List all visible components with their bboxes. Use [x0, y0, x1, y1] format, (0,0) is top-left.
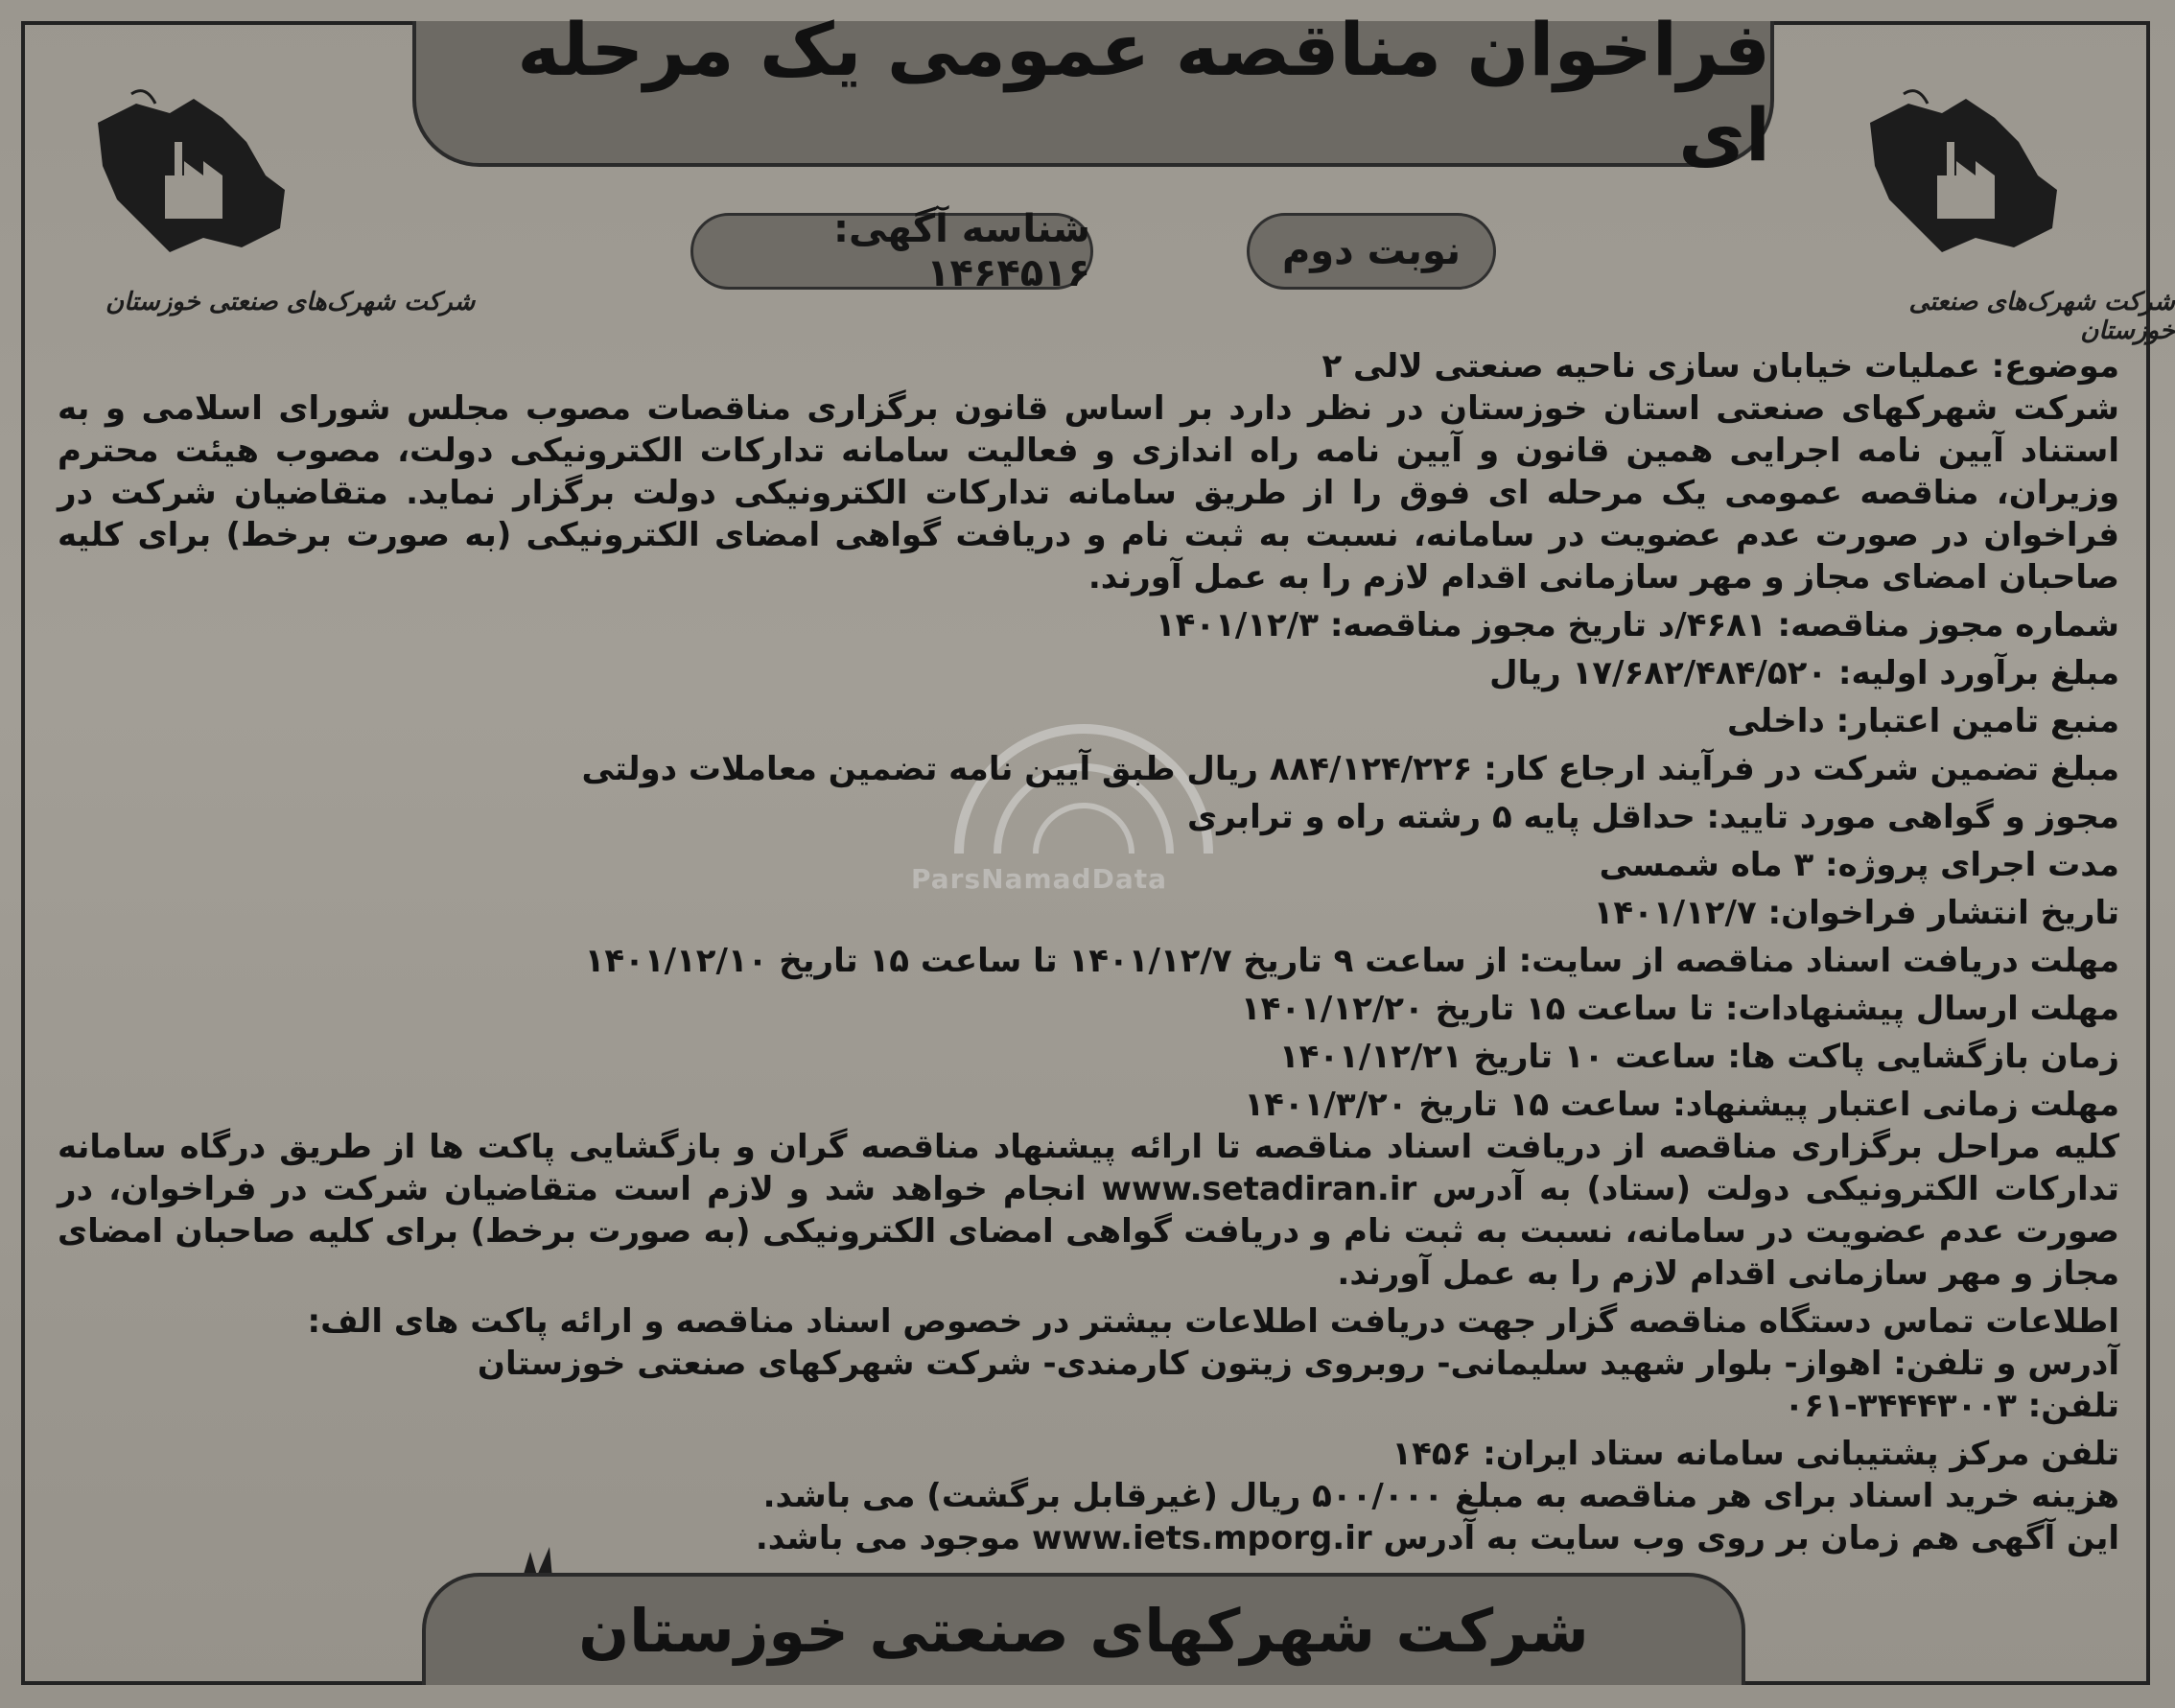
validity-line: مهلت زمانی اعتبار پیشنهاد: ساعت ۱۵ تاریخ ۱۴۰۱/۳/۲۰	[1244, 1086, 2119, 1124]
funding-line: منبع تامین اعتبار: داخلی	[1726, 702, 2119, 740]
round-badge: نوبت دوم	[1247, 213, 1496, 290]
doc-fee-line: هزینه خرید اسناد برای هر مناقصه به مبلغ ۵۰۰/۰۰۰ ریال (غیرقابل برگشت) می باشد.	[762, 1477, 2119, 1515]
logo-caption-right: شرکت شهرک‌های صنعتی خوزستان	[1908, 288, 2175, 345]
contact-heading: اطلاعات تماس دستگاه مناقصه گزار جهت دریافت اطلاعات بیشتر در خصوص اسناد مناقصه و ارائه پاکت های الف:	[307, 1302, 2119, 1341]
logo-caption-left: شرکت شهرک‌های صنعتی خوزستان	[105, 288, 476, 316]
ad-code-badge: شناسه آگهی: ۱۴۶۴۵۱۶	[690, 213, 1093, 290]
stages-paragraph	[58, 1126, 2119, 1295]
stages-text-before: کلیه مراحل برگزاری مناقصه از دریافت اسناد مناقصه تا ارائه پیشنهاد مناقصه گران و بازگشایی پاکت ها از طریق درگاه سامانه تدارکات الکترونیکی دولت (ستاد) به آدرس	[58, 1128, 2120, 1208]
opening-line: زمان بازگشایی پاکت ها: ساعت ۱۰ تاریخ ۱۴۰۱/۱۲/۲۱	[1278, 1038, 2119, 1076]
company-logo-right	[1851, 84, 2071, 276]
watermark-text: ParsNamadData	[911, 863, 1167, 895]
support-phone-line: تلفن مرکز پشتیبانی سامانه ستاد ایران: ۱۴۵۶	[1392, 1435, 2119, 1473]
footer-company-name: شرکت شهرکهای صنعتی خوزستان	[578, 1596, 1589, 1666]
submit-deadline-line: مهلت ارسال پیشنهادات: تا ساعت ۱۵ تاریخ ۱۴۰۱/۱۲/۲۰	[1240, 990, 2119, 1028]
website-text-after: موجود می باشد.	[755, 1519, 1021, 1557]
estimate-line: مبلغ برآورد اولیه: ۱۷/۶۸۲/۴۸۴/۵۲۰ ریال	[1489, 654, 2119, 692]
footer-banner	[422, 1573, 1745, 1685]
company-logo-left	[79, 84, 299, 276]
title-banner	[412, 7, 1774, 177]
guarantee-line: مبلغ تضمین شرکت در فرآیند ارجاع کار: ۸۸۴/۱۲۴/۲۲۶ ریال طبق آیین نامه تضمین معاملات دولتی	[581, 750, 2119, 788]
doc-deadline-line: مهلت دریافت اسناد مناقصه از سایت: از ساعت ۹ تاریخ ۱۴۰۱/۱۲/۷ تا ساعت ۱۵ تاریخ ۱۴۰۱/۱۲/۱۰	[584, 942, 2119, 980]
website-text-before: این آگهی هم زمان بر روی وب سایت به آدرس	[1383, 1519, 2119, 1557]
stages-text-after: انجام خواهد شد و لازم است متقاضیان شرکت در فراخوان، در صورت عدم عضویت در سامانه، نسبت به ثبت نام و دریافت گواهی امضای الکترونیکی (به صورت برخط) برای کلیه صاحبان امضای مجاز و مهر سازمانی اقدام لازم را به عمل آورند.	[58, 1170, 2119, 1293]
address-line: آدرس و تلفن: اهواز- بلوار شهید سلیمانی- روبروی زیتون کارمندی- شرکت شهرکهای صنعتی خوزستان	[477, 1345, 2119, 1383]
setad-link[interactable]: www.setadiran.ir	[1101, 1170, 1417, 1208]
license-line: مجوز و گواهی مورد تایید: حداقل پایه ۵ رشته راه و ترابری	[1187, 798, 2119, 836]
ad-body	[58, 345, 2119, 1559]
subject-line: موضوع: عملیات خیابان سازی ناحیه صنعتی لالی ۲	[1321, 347, 2119, 386]
page-title: فراخوان مناقصه عمومی یک مرحله ای	[517, 7, 1770, 177]
intro-paragraph: شرکت شهرکهای صنعتی استان خوزستان در نظر دارد بر اساس قانون برگزاری مناقصات مصوب مجلس شورای اسلامی و به استناد آیین نامه اجرایی همین قانون و آیین نامه راه اندازی و فعالیت سامانه تدارکات الکترونیکی دولت، مصوب هیئت محترم وزیران، مناقصه عمومی یک مرحله ای فوق را از طریق سامانه تدارکات الکترونیکی دولت برگزار نماید. متقاضیان شرکت در فراخوان در صورت عدم عضویت در سامانه، نسبت به ثبت نام و دریافت گواهی امضای الکترونیکی (به صورت برخط) برای کلیه صاحبان امضای مجاز و مهر سازمانی اقدام لازم را به عمل آورند.	[58, 389, 2119, 597]
iets-link[interactable]: www.iets.mporg.ir	[1031, 1519, 1372, 1557]
permit-line: شماره مجوز مناقصه: ۴۶۸۱/د تاریخ مجوز مناقصه: ۱۴۰۱/۱۲/۳	[1155, 606, 2119, 644]
publish-date-line: تاریخ انتشار فراخوان: ۱۴۰۱/۱۲/۷	[1593, 894, 2119, 932]
phone-line: تلفن: ۳۴۴۴۳۰۰۳-۰۶۱	[1784, 1387, 2119, 1425]
duration-line: مدت اجرای پروژه: ۳ ماه شمسی	[1599, 846, 2119, 884]
website-line	[58, 1517, 2119, 1559]
